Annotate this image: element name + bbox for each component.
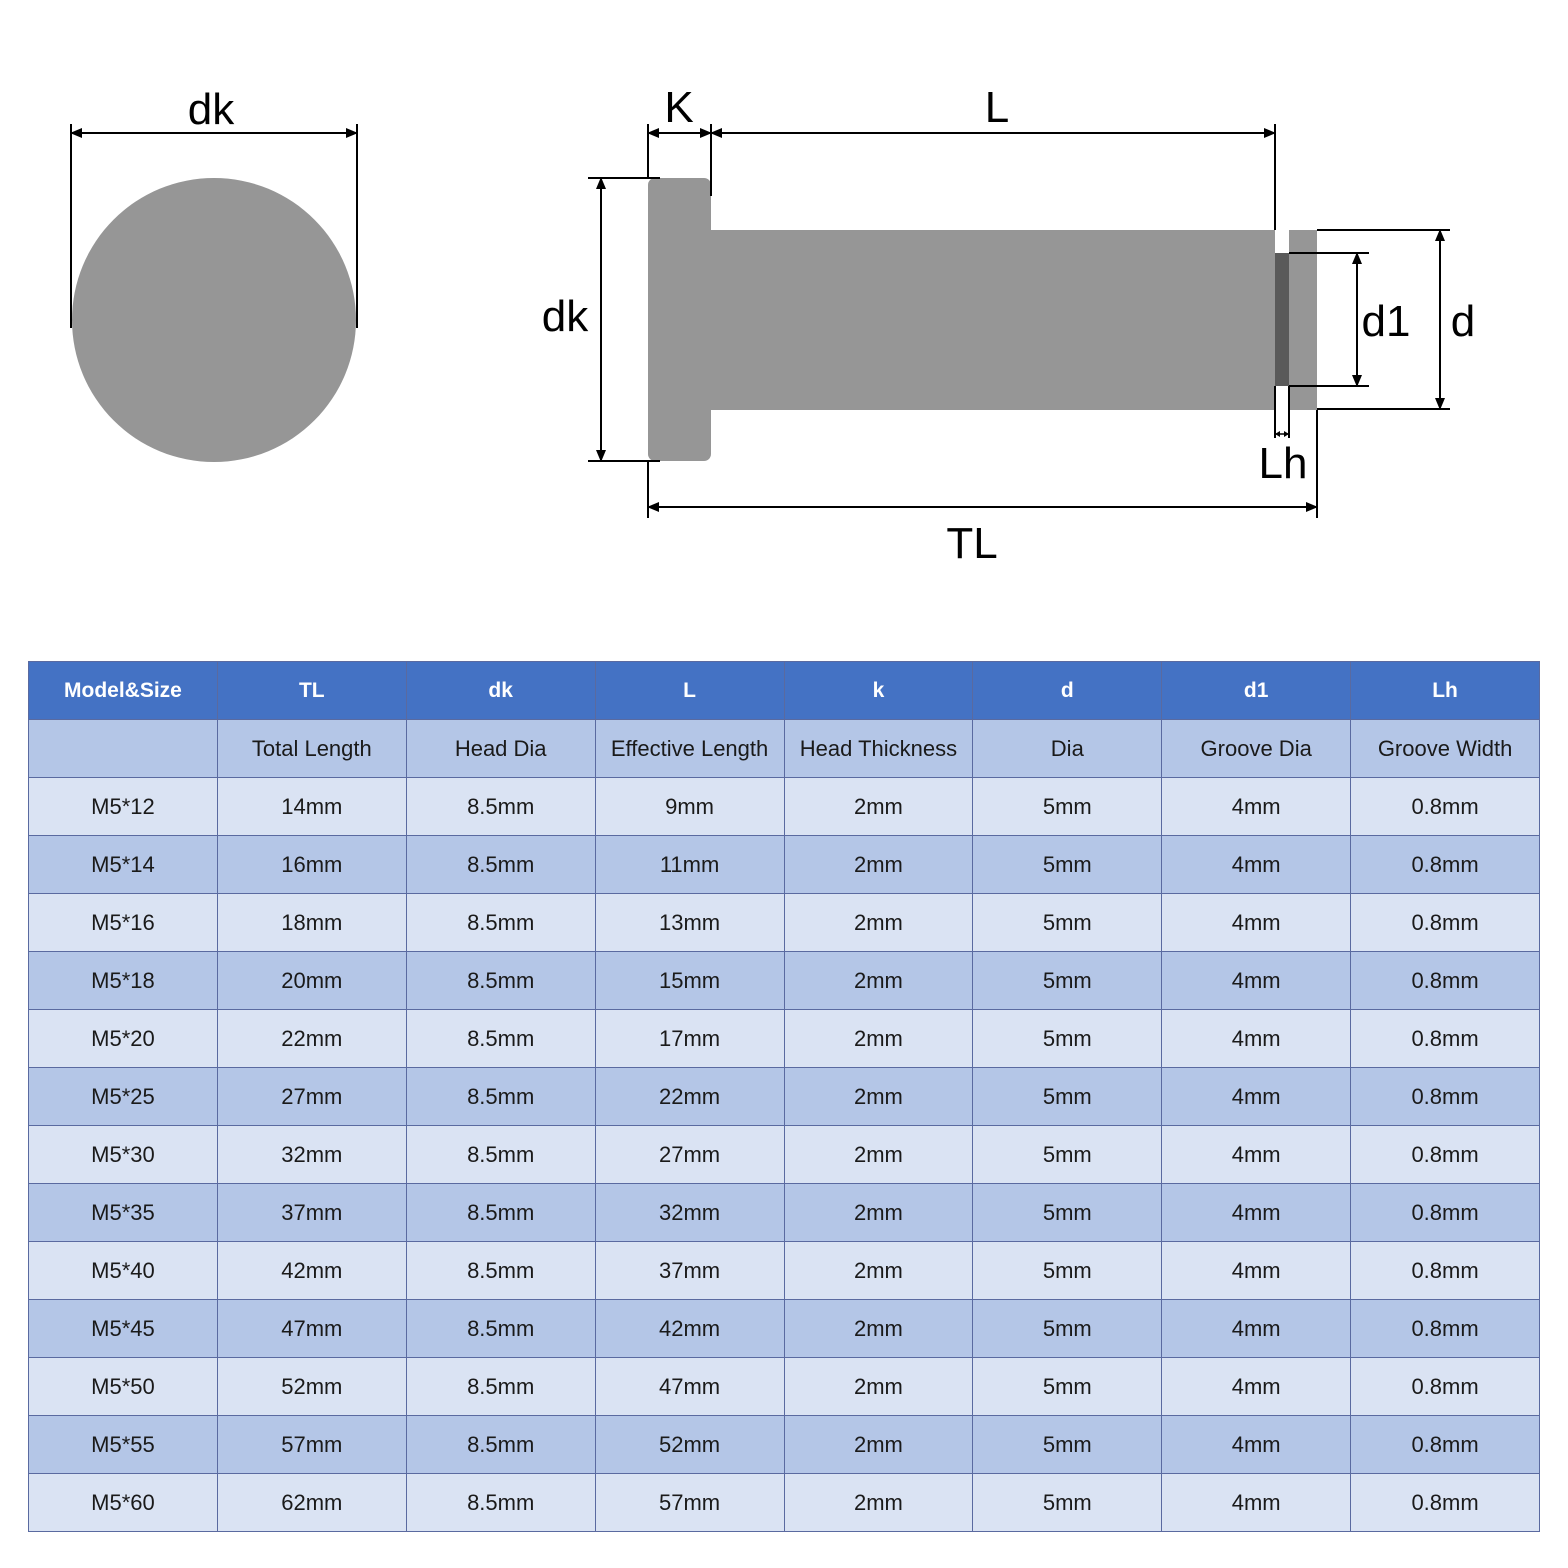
table-cell: 13mm <box>595 894 784 952</box>
header-model-size: Model&Size <box>29 662 218 720</box>
table-row <box>29 836 1540 894</box>
subheader-groove-width: Groove Width <box>1351 720 1540 778</box>
table-cell: 0.8mm <box>1351 952 1540 1010</box>
table-cell: 5mm <box>973 894 1162 952</box>
table-cell: 4mm <box>1162 1242 1351 1300</box>
table-cell: 5mm <box>973 1416 1162 1474</box>
pin-head <box>648 178 711 461</box>
table-cell: M5*50 <box>29 1358 218 1416</box>
table-cell: 5mm <box>973 1068 1162 1126</box>
table-cell: 4mm <box>1162 1416 1351 1474</box>
table-cell: M5*40 <box>29 1242 218 1300</box>
table-cell: 2mm <box>784 1300 973 1358</box>
table-cell: 0.8mm <box>1351 1242 1540 1300</box>
table-cell: 5mm <box>973 1184 1162 1242</box>
table-cell: 8.5mm <box>406 778 595 836</box>
pin-dimension-diagram <box>0 0 1568 640</box>
table-cell: 4mm <box>1162 778 1351 836</box>
subheader-model-size <box>29 720 218 778</box>
table-row <box>29 1010 1540 1068</box>
table-cell: 4mm <box>1162 836 1351 894</box>
d-label: d <box>1450 297 1476 346</box>
subheader-effective-length: Effective Length <box>595 720 784 778</box>
table-row <box>29 1416 1540 1474</box>
subheader-head-thickness: Head Thickness <box>784 720 973 778</box>
table-cell: 14mm <box>217 778 406 836</box>
table-cell: 2mm <box>784 952 973 1010</box>
table-cell: 2mm <box>784 1358 973 1416</box>
table-cell: 4mm <box>1162 1184 1351 1242</box>
table-cell: 52mm <box>595 1416 784 1474</box>
table-cell: 47mm <box>217 1300 406 1358</box>
table-subheader-row <box>29 720 1540 778</box>
table-cell: 5mm <box>973 1010 1162 1068</box>
table-cell: 4mm <box>1162 1300 1351 1358</box>
subheader-dia: Dia <box>973 720 1162 778</box>
table-row <box>29 1474 1540 1532</box>
d1-label: d1 <box>1361 297 1411 346</box>
table-cell: 0.8mm <box>1351 1126 1540 1184</box>
table-cell: 4mm <box>1162 952 1351 1010</box>
table-cell: 27mm <box>595 1126 784 1184</box>
l-label: L <box>984 83 1010 132</box>
table-cell: 42mm <box>217 1242 406 1300</box>
table-cell: 17mm <box>595 1010 784 1068</box>
header-lh: Lh <box>1351 662 1540 720</box>
table-cell: 5mm <box>973 1474 1162 1532</box>
table-cell: 16mm <box>217 836 406 894</box>
specification-table <box>28 661 1540 1532</box>
table-cell: 0.8mm <box>1351 836 1540 894</box>
table-cell: 0.8mm <box>1351 778 1540 836</box>
dk-side-label: dk <box>541 292 589 341</box>
table-cell: 2mm <box>784 1010 973 1068</box>
table-cell: 8.5mm <box>406 1068 595 1126</box>
table-cell: 27mm <box>217 1068 406 1126</box>
table-cell: 0.8mm <box>1351 1010 1540 1068</box>
table-cell: 5mm <box>973 952 1162 1010</box>
table-cell: 0.8mm <box>1351 1474 1540 1532</box>
table-cell: 2mm <box>784 1126 973 1184</box>
table-cell: 22mm <box>217 1010 406 1068</box>
table-cell: 8.5mm <box>406 952 595 1010</box>
table-cell: 8.5mm <box>406 836 595 894</box>
table-cell: 8.5mm <box>406 1358 595 1416</box>
lh-label: Lh <box>1258 439 1308 488</box>
table-cell: 57mm <box>217 1416 406 1474</box>
tl-label: TL <box>946 519 998 568</box>
header-d: d <box>973 662 1162 720</box>
table-cell: 8.5mm <box>406 1474 595 1532</box>
table-cell: 15mm <box>595 952 784 1010</box>
table-row <box>29 1184 1540 1242</box>
table-cell: 4mm <box>1162 1126 1351 1184</box>
table-cell: 4mm <box>1162 1474 1351 1532</box>
table-cell: 37mm <box>217 1184 406 1242</box>
table-cell: M5*18 <box>29 952 218 1010</box>
table-cell: M5*45 <box>29 1300 218 1358</box>
table-cell: M5*30 <box>29 1126 218 1184</box>
table-cell: 5mm <box>973 1300 1162 1358</box>
table-cell: M5*25 <box>29 1068 218 1126</box>
pin-groove <box>1275 253 1289 386</box>
pin-shank <box>706 230 1275 410</box>
table-cell: 0.8mm <box>1351 1416 1540 1474</box>
table-cell: 0.8mm <box>1351 1300 1540 1358</box>
table-cell: 22mm <box>595 1068 784 1126</box>
table-cell: 4mm <box>1162 894 1351 952</box>
table-cell: 57mm <box>595 1474 784 1532</box>
table-cell: 2mm <box>784 1184 973 1242</box>
table-cell: 8.5mm <box>406 1416 595 1474</box>
subheader-total-length: Total Length <box>217 720 406 778</box>
subheader-groove-dia: Groove Dia <box>1162 720 1351 778</box>
table-row <box>29 778 1540 836</box>
table-row <box>29 1358 1540 1416</box>
table-cell: 52mm <box>217 1358 406 1416</box>
table-cell: 8.5mm <box>406 894 595 952</box>
k-label: K <box>664 83 694 132</box>
table-cell: 2mm <box>784 1474 973 1532</box>
head-top-view <box>72 178 356 462</box>
table-cell: 2mm <box>784 1242 973 1300</box>
table-cell: 2mm <box>784 1068 973 1126</box>
header-tl: TL <box>217 662 406 720</box>
table-cell: 8.5mm <box>406 1126 595 1184</box>
table-cell: 2mm <box>784 1416 973 1474</box>
table-cell: 62mm <box>217 1474 406 1532</box>
table-cell: M5*16 <box>29 894 218 952</box>
table-row <box>29 894 1540 952</box>
table-cell: 5mm <box>973 1126 1162 1184</box>
table-row <box>29 952 1540 1010</box>
table-cell: 8.5mm <box>406 1300 595 1358</box>
table-cell: 2mm <box>784 778 973 836</box>
table-cell: 8.5mm <box>406 1010 595 1068</box>
header-dk: dk <box>406 662 595 720</box>
table-cell: 9mm <box>595 778 784 836</box>
table-cell: 2mm <box>784 836 973 894</box>
table-cell: 5mm <box>973 836 1162 894</box>
table-cell: 32mm <box>595 1184 784 1242</box>
table-row <box>29 1242 1540 1300</box>
table-cell: 2mm <box>784 894 973 952</box>
table-cell: M5*55 <box>29 1416 218 1474</box>
table-cell: 8.5mm <box>406 1184 595 1242</box>
header-d1: d1 <box>1162 662 1351 720</box>
table-cell: 5mm <box>973 1358 1162 1416</box>
table-cell: 0.8mm <box>1351 1184 1540 1242</box>
table-cell: 11mm <box>595 836 784 894</box>
table-row <box>29 1126 1540 1184</box>
table-cell: 8.5mm <box>406 1242 595 1300</box>
table-cell: 0.8mm <box>1351 1358 1540 1416</box>
table-cell: 18mm <box>217 894 406 952</box>
table-cell: 0.8mm <box>1351 894 1540 952</box>
table-cell: M5*12 <box>29 778 218 836</box>
table-cell: 0.8mm <box>1351 1068 1540 1126</box>
table-cell: 4mm <box>1162 1358 1351 1416</box>
table-cell: 37mm <box>595 1242 784 1300</box>
table-cell: 47mm <box>595 1358 784 1416</box>
table-row <box>29 1300 1540 1358</box>
header-k: k <box>784 662 973 720</box>
table-cell: 5mm <box>973 1242 1162 1300</box>
table-cell: 42mm <box>595 1300 784 1358</box>
table-cell: 4mm <box>1162 1068 1351 1126</box>
table-cell: 20mm <box>217 952 406 1010</box>
table-row <box>29 1068 1540 1126</box>
table-cell: 5mm <box>973 778 1162 836</box>
table-cell: M5*14 <box>29 836 218 894</box>
header-l: L <box>595 662 784 720</box>
table-cell: 4mm <box>1162 1010 1351 1068</box>
dk-top-label: dk <box>187 85 235 134</box>
table-cell: M5*35 <box>29 1184 218 1242</box>
subheader-head-dia: Head Dia <box>406 720 595 778</box>
table-cell: M5*20 <box>29 1010 218 1068</box>
table-cell: 32mm <box>217 1126 406 1184</box>
pin-end <box>1289 230 1317 410</box>
table-header-row <box>29 662 1540 720</box>
table-cell: M5*60 <box>29 1474 218 1532</box>
